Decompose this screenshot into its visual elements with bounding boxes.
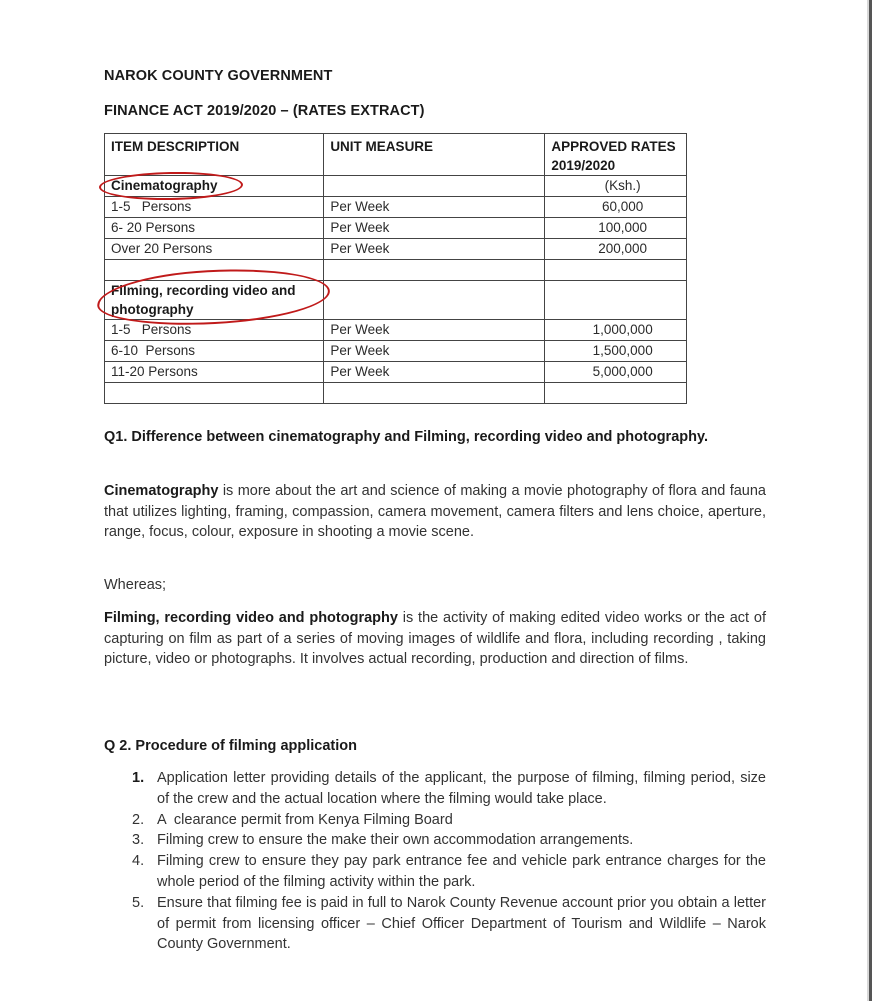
list-item [104,810,766,831]
header-approved-rates: APPROVED RATES 2019/2020 [545,134,687,176]
empty-cell [105,383,324,404]
empty-cell [324,383,545,404]
unit-cell: Per Week [324,362,545,383]
unit-cell: Per Week [324,218,545,239]
rate-cell: 5,000,000 [545,362,687,383]
table-row [105,239,687,260]
q1-heading: Q1. Difference between cinematography and Filming, recording video and photography. [104,429,708,445]
rate-cell: 1,000,000 [545,320,687,341]
unit-cell: Per Week [324,341,545,362]
unit-cell: Per Week [324,239,545,260]
rate-cell: 1,500,000 [545,341,687,362]
table-row [105,320,687,341]
rate-cell: 200,000 [545,239,687,260]
list-number: 4. [132,853,145,870]
blank-row [105,260,687,281]
list-item [104,830,766,851]
rate-cell: 100,000 [545,218,687,239]
table-row [105,218,687,239]
header-unit-measure: UNIT MEASURE [324,134,545,176]
whereas-text: Whereas; [104,577,167,593]
empty-cell [545,281,687,320]
item-cell: 11-20 Persons [105,362,324,383]
item-cell: 1-5 Persons [105,320,324,341]
table-row [105,197,687,218]
cinematography-paragraph [104,481,766,543]
q2-heading: Q 2. Procedure of filming application [104,738,357,754]
unit-cell: Per Week [324,320,545,341]
list-text: A clearance permit from Kenya Filming Board [157,811,453,828]
list-item [104,768,766,810]
empty-cell [105,260,324,281]
empty-cell [545,383,687,404]
document-title: NAROK COUNTY GOVERNMENT [104,68,333,84]
definition-text: is more about the art and science of making a movie photography of flora and fauna that utilizes lighting, framing, compassion, camera movement, camera filters and lens choice, aperture, range, focus, colour, exposure in shooting a movie scene. [104,483,766,540]
empty-cell [324,281,545,320]
item-cell: Over 20 Persons [105,239,324,260]
term-bold: Filming, recording video and photography [104,610,398,626]
unit-cell: Per Week [324,197,545,218]
currency-note: (Ksh.) [545,176,687,197]
filming-paragraph [104,608,766,670]
empty-cell [324,260,545,281]
list-item [104,851,766,893]
category-filming: Filming, recording video and photography [105,281,324,320]
rate-cell: 60,000 [545,197,687,218]
table-header-row [105,134,687,176]
list-text: Application letter providing details of the applicant, the purpose of filming, filming period, size of the crew and the actual location where the filming would take place. [157,770,766,807]
item-cell: 6-10 Persons [105,341,324,362]
category-cinematography: Cinematography [105,176,324,197]
table-row [105,341,687,362]
header-item-description: ITEM DESCRIPTION [105,134,324,176]
document-subtitle: FINANCE ACT 2019/2020 – (RATES EXTRACT) [104,103,425,119]
table-row [105,362,687,383]
list-number: 5. [132,894,145,911]
definition-text: is the activity of making edited video works or the act of capturing on film as part of a series of moving images of wildlife and flora, including recording , taking picture, video or photographs. It involves actual recording, production and direction of films. [104,610,766,667]
procedure-list [104,768,766,955]
list-number: 1. [132,770,145,786]
empty-cell [545,260,687,281]
list-text: Filming crew to ensure they pay park entrance fee and vehicle park entrance charges for the whole period of the filming activity within the park. [157,853,766,890]
blank-row [105,383,687,404]
list-item [104,893,766,955]
page-edge [869,0,872,1001]
list-text: Filming crew to ensure the make their own accommodation arrangements. [157,832,634,849]
list-number: 2. [132,811,145,828]
term-bold: Cinematography [104,483,219,499]
item-cell: 6- 20 Persons [105,218,324,239]
list-text: Ensure that filming fee is paid in full to Narok County Revenue account prior you obtain a letter of permit from licensing officer – Chief Officer Department of Tourism and Wildlife – Narok County Government. [157,894,766,953]
list-number: 3. [132,832,145,849]
rates-table [104,133,687,404]
category-row [105,281,687,320]
empty-cell [324,176,545,197]
category-row [105,176,687,197]
item-cell: 1-5 Persons [105,197,324,218]
